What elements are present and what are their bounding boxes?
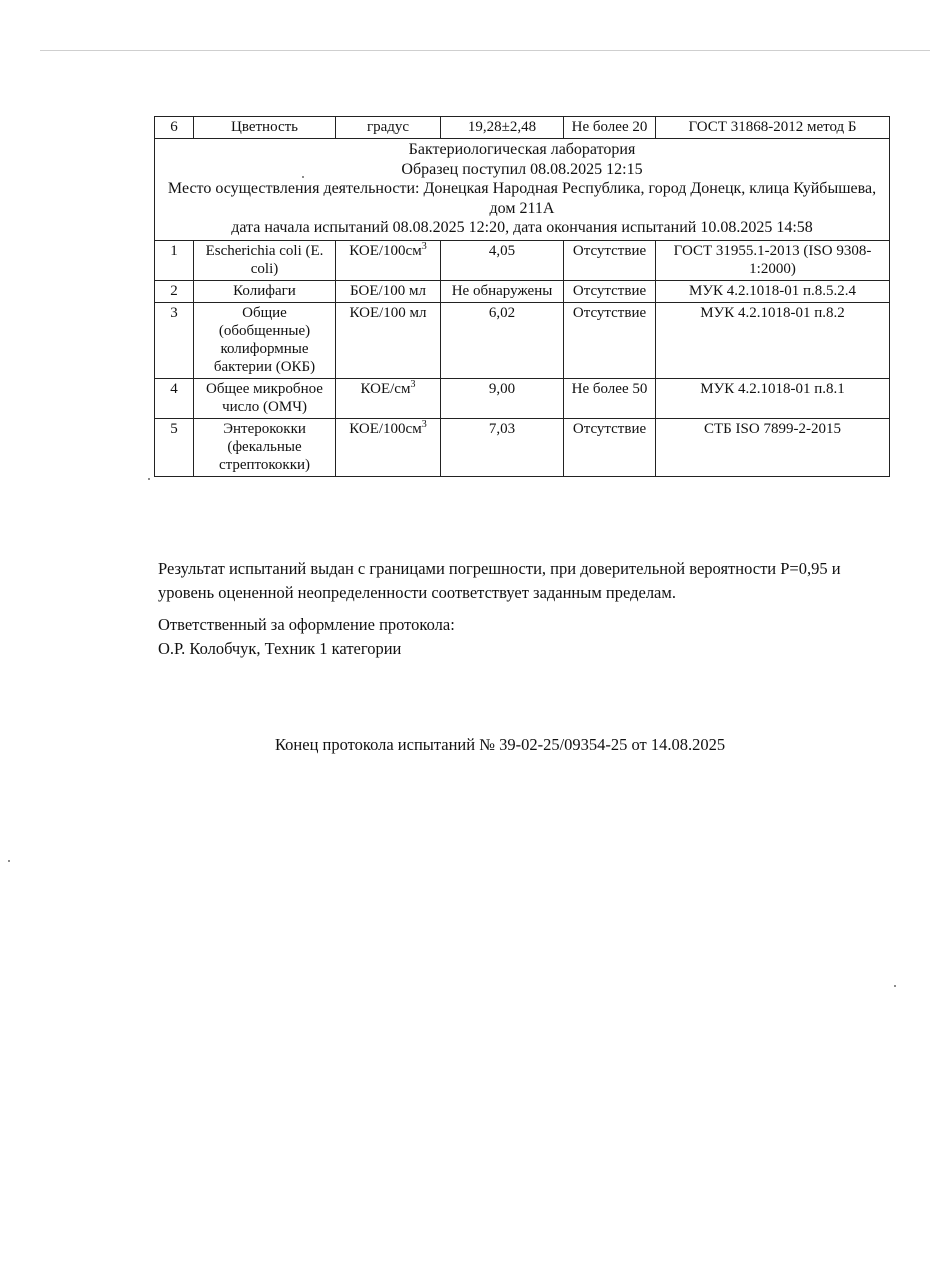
result-cell: 6,02 <box>441 302 564 378</box>
results-rows <box>155 240 890 476</box>
unit-text: КОЕ/см <box>360 380 411 397</box>
unit-exponent: 3 <box>421 240 427 252</box>
norm-cell: Отсутствие <box>564 418 656 476</box>
indicator-name: Энтерококки (фекальные стрептококки) <box>194 418 336 476</box>
norm-cell: Отсутствие <box>564 280 656 302</box>
row-number: 5 <box>155 418 194 476</box>
section-info <box>155 139 890 241</box>
unit-text: КОЕ/100см <box>349 242 422 259</box>
result-cell: 19,28±2,48 <box>441 117 564 139</box>
method-cell: ГОСТ 31868-2012 метод Б <box>656 117 890 139</box>
indicator-name: Цветность <box>194 117 336 139</box>
unit-cell <box>336 280 441 302</box>
unit-text: КОЕ/100 мл <box>349 304 427 321</box>
result-cell: 4,05 <box>441 240 564 280</box>
activity-place: Место осуществления деятельности: Донецкая Народная Республика, город Донецк, клица Куйбышева, дом 211А <box>167 180 877 217</box>
unit-cell <box>336 302 441 378</box>
results-table <box>154 116 890 477</box>
method-cell: ГОСТ 31955.1-2013 (ISO 9308-1:2000) <box>656 240 890 280</box>
table-row-top <box>155 117 890 139</box>
responsible-block <box>158 613 858 661</box>
row-number: 6 <box>155 117 194 139</box>
indicator-name: Общие (обобщенные) колиформные бактерии (ОКБ) <box>194 302 336 378</box>
responsible-label: Ответственный за оформление протокола: <box>158 615 455 634</box>
uncertainty-note: Результат испытаний выдан с границами погрешности, при доверительной вероятности Р=0,95 и уровень оцененной неопределенности соответствует заданным пределам. <box>158 559 841 602</box>
table-row <box>155 240 890 280</box>
method-cell: СТБ ISO 7899-2-2015 <box>656 418 890 476</box>
section-row <box>155 139 890 241</box>
table-row <box>155 302 890 378</box>
norm-cell: Не более 20 <box>564 117 656 139</box>
unit-cell <box>336 240 441 280</box>
unit-cell: градус <box>336 117 441 139</box>
result-cell: 9,00 <box>441 378 564 418</box>
scan-edge-line <box>40 50 930 51</box>
table-row <box>155 418 890 476</box>
indicator-name: Общее микробное число (ОМЧ) <box>194 378 336 418</box>
row-number: 4 <box>155 378 194 418</box>
scan-speck <box>148 478 150 480</box>
unit-exponent: 3 <box>410 378 416 390</box>
unit-text: КОЕ/100см <box>349 420 422 437</box>
result-cell: 7,03 <box>441 418 564 476</box>
scan-speck <box>8 860 10 862</box>
method-cell: МУК 4.2.1018-01 п.8.1 <box>656 378 890 418</box>
unit-text: БОЕ/100 мл <box>350 282 426 299</box>
responsible-name: О.Р. Колобчук, Техник 1 категории <box>158 639 402 658</box>
test-dates: дата начала испытаний 08.08.2025 12:20, дата окончания испытаний 10.08.2025 14:58 <box>231 219 813 236</box>
result-cell: Не обнаружены <box>441 280 564 302</box>
table-row <box>155 378 890 418</box>
protocol-end: Конец протокола испытаний № 39-02-25/09354-25 от 14.08.2025 <box>275 735 726 754</box>
unit-cell <box>336 418 441 476</box>
norm-cell: Не более 50 <box>564 378 656 418</box>
norm-cell: Отсутствие <box>564 240 656 280</box>
table-row <box>155 280 890 302</box>
unit-cell <box>336 378 441 418</box>
unit-exponent: 3 <box>421 418 427 430</box>
method-cell: МУК 4.2.1018-01 п.8.2 <box>656 302 890 378</box>
method-cell: МУК 4.2.1018-01 п.8.5.2.4 <box>656 280 890 302</box>
lab-title: Бактериологическая лаборатория <box>408 141 636 158</box>
row-number: 2 <box>155 280 194 302</box>
norm-cell: Отсутствие <box>564 302 656 378</box>
scan-speck <box>894 985 896 987</box>
sample-received: Образец поступил 08.08.2025 12:15 <box>401 160 643 178</box>
indicator-name: Escherichia coli (E. coli) <box>194 240 336 280</box>
row-number: 3 <box>155 302 194 378</box>
row-number: 1 <box>155 240 194 280</box>
indicator-name: Колифаги <box>194 280 336 302</box>
